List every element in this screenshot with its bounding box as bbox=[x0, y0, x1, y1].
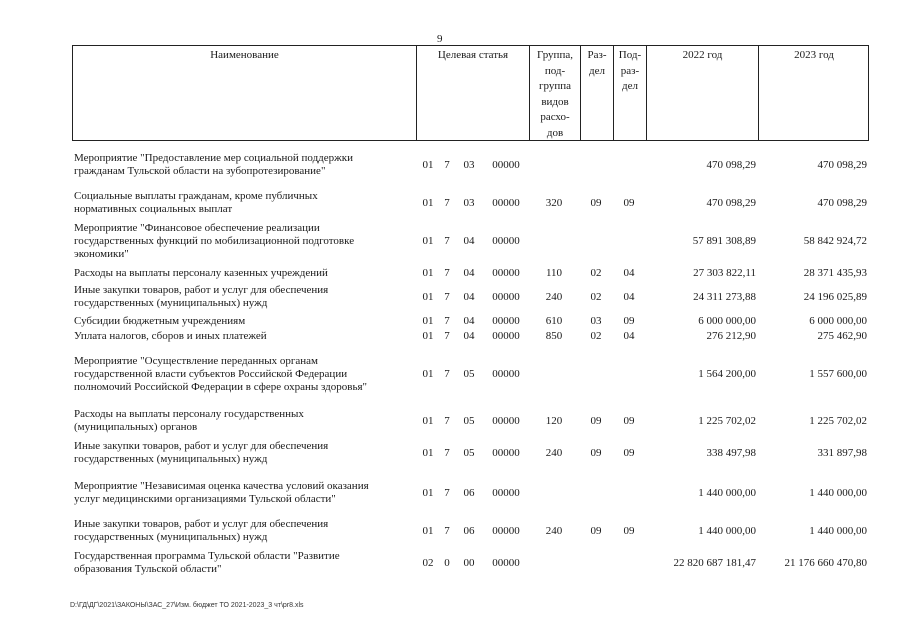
cell-c3: 04 bbox=[463, 330, 475, 342]
row-name-line: образования Тульской области" bbox=[74, 563, 222, 575]
cell-v2023: 1 557 600,00 bbox=[809, 368, 867, 380]
header-expense-group-line: группа bbox=[538, 80, 572, 92]
cell-v2022: 1 440 000,00 bbox=[698, 525, 756, 537]
cell-c4: 00000 bbox=[492, 525, 520, 537]
row-name-line: Уплата налогов, сборов и иных платежей bbox=[74, 330, 267, 342]
row-name bbox=[74, 284, 412, 310]
row-name bbox=[74, 408, 412, 434]
cell-c4: 00000 bbox=[492, 330, 520, 342]
cell-v2023: 6 000 000,00 bbox=[809, 315, 867, 327]
row-name-line: Расходы на выплаты персоналу казенных учреждений bbox=[74, 267, 328, 279]
cell-c1: 01 bbox=[422, 235, 434, 247]
cell-grp: 240 bbox=[545, 291, 563, 303]
row-name bbox=[74, 440, 412, 466]
cell-c3: 04 bbox=[463, 235, 475, 247]
table-header bbox=[72, 45, 869, 141]
cell-v2023: 331 897,98 bbox=[817, 447, 867, 459]
header-subsection bbox=[614, 48, 646, 95]
row-name-line: государственных (муниципальных) нужд bbox=[74, 453, 268, 465]
row-name-line: Иные закупки товаров, работ и услуг для обеспечения bbox=[74, 518, 329, 530]
header-expense-group bbox=[530, 48, 580, 141]
cell-v2023: 470 098,29 bbox=[817, 197, 867, 209]
row-name-line: гражданам Тульской области на зубопротезирование" bbox=[74, 165, 326, 177]
cell-c2: 7 bbox=[444, 291, 450, 303]
cell-c2: 7 bbox=[444, 525, 450, 537]
cell-v2023: 470 098,29 bbox=[817, 159, 867, 171]
cell-c2: 0 bbox=[444, 557, 450, 569]
cell-v2023: 1 440 000,00 bbox=[809, 525, 867, 537]
cell-c1: 01 bbox=[422, 368, 434, 380]
cell-grp: 610 bbox=[545, 315, 563, 327]
header-section bbox=[581, 48, 613, 79]
cell-v2022: 276 212,90 bbox=[706, 330, 756, 342]
row-name bbox=[74, 267, 412, 280]
cell-grp: 120 bbox=[545, 415, 563, 427]
row-name bbox=[74, 518, 412, 544]
cell-v2023: 28 371 435,93 bbox=[803, 267, 867, 279]
header-expense-group-line: расхо- bbox=[540, 111, 570, 123]
header-target-article: Целевая статья bbox=[437, 49, 509, 61]
row-name-line: Субсидии бюджетным учреждениям bbox=[74, 315, 246, 327]
cell-v2022: 1 225 702,02 bbox=[698, 415, 756, 427]
cell-c3: 03 bbox=[463, 197, 475, 209]
cell-sec: 02 bbox=[590, 267, 602, 279]
cell-c1: 01 bbox=[422, 487, 434, 499]
header-expense-group-line: видов bbox=[541, 95, 569, 108]
cell-c4: 00000 bbox=[492, 267, 520, 279]
cell-sub: 09 bbox=[623, 525, 635, 537]
row-name-line: государственных (муниципальных) нужд bbox=[74, 297, 268, 309]
cell-grp: 110 bbox=[545, 267, 563, 279]
cell-c2: 7 bbox=[444, 330, 450, 342]
cell-sub: 04 bbox=[623, 267, 635, 279]
header-section-line: дел bbox=[589, 64, 605, 77]
cell-grp: 320 bbox=[545, 197, 563, 209]
row-name-line: Иные закупки товаров, работ и услуг для обеспечения bbox=[74, 440, 329, 452]
row-name-line: (муниципальных) органов bbox=[74, 421, 198, 433]
cell-c1: 02 bbox=[422, 557, 434, 569]
row-name-line: Социальные выплаты гражданам, кроме публичных bbox=[74, 190, 318, 202]
page-number: 9 bbox=[437, 33, 443, 45]
cell-c3: 04 bbox=[463, 267, 475, 279]
header-expense-group-line: Группа, bbox=[537, 49, 573, 61]
row-name bbox=[74, 315, 412, 328]
row-name-line: Расходы на выплаты персоналу государственных bbox=[74, 408, 304, 420]
cell-c1: 01 bbox=[422, 267, 434, 279]
cell-c2: 7 bbox=[444, 368, 450, 380]
row-name-line: Мероприятие "Осуществление переданных органам bbox=[74, 355, 319, 367]
cell-sub: 04 bbox=[623, 291, 635, 303]
cell-c4: 00000 bbox=[492, 368, 520, 380]
cell-c4: 00000 bbox=[492, 315, 520, 327]
row-name-line: Мероприятие "Финансовое обеспечение реализации bbox=[74, 222, 320, 234]
row-name bbox=[74, 190, 412, 216]
cell-sub: 04 bbox=[623, 330, 635, 342]
cell-c3: 06 bbox=[463, 487, 475, 499]
cell-sec: 02 bbox=[590, 291, 602, 303]
cell-c4: 00000 bbox=[492, 557, 520, 569]
cell-grp: 850 bbox=[545, 330, 563, 342]
cell-c3: 05 bbox=[463, 368, 475, 380]
cell-v2022: 57 891 308,89 bbox=[692, 235, 756, 247]
row-name-line: государственной власти субъектов Российской Федерации bbox=[74, 368, 348, 380]
cell-c3: 03 bbox=[463, 159, 475, 171]
cell-v2022: 27 303 822,11 bbox=[693, 267, 756, 279]
row-name bbox=[74, 222, 412, 261]
cell-v2022: 1 564 200,00 bbox=[698, 368, 756, 380]
cell-v2022: 6 000 000,00 bbox=[698, 315, 756, 327]
cell-v2022: 470 098,29 bbox=[706, 197, 756, 209]
cell-v2022: 1 440 000,00 bbox=[698, 487, 756, 499]
cell-grp: 240 bbox=[545, 447, 563, 459]
cell-v2022: 24 311 273,88 bbox=[693, 291, 756, 303]
cell-sub: 09 bbox=[623, 415, 635, 427]
cell-c3: 04 bbox=[463, 315, 475, 327]
header-name: Наименование bbox=[210, 49, 279, 61]
row-name-line: государственных функций по мобилизационной подготовке bbox=[74, 235, 355, 247]
cell-c3: 05 bbox=[463, 415, 475, 427]
row-name bbox=[74, 550, 412, 576]
cell-v2023: 24 196 025,89 bbox=[803, 291, 867, 303]
cell-c1: 01 bbox=[422, 197, 434, 209]
cell-sec: 09 bbox=[590, 415, 602, 427]
row-name-line: услуг медицинскими организациями Тульской области" bbox=[74, 493, 336, 505]
cell-c2: 7 bbox=[444, 267, 450, 279]
row-name-line: Мероприятие "Независимая оценка качества условий оказания bbox=[74, 480, 369, 492]
cell-c4: 00000 bbox=[492, 159, 520, 171]
cell-sec: 09 bbox=[590, 525, 602, 537]
header-year-2023: 2023 год bbox=[794, 49, 834, 61]
cell-c3: 00 bbox=[463, 557, 475, 569]
row-name-line: Государственная программа Тульской области "Развитие bbox=[74, 550, 340, 562]
row-name bbox=[74, 355, 412, 394]
cell-v2022: 22 820 687 181,47 bbox=[673, 557, 756, 569]
row-name bbox=[74, 330, 412, 343]
cell-c2: 7 bbox=[444, 159, 450, 171]
cell-c2: 7 bbox=[444, 197, 450, 209]
header-expense-group-line: дов bbox=[546, 126, 564, 139]
cell-sec: 02 bbox=[590, 330, 602, 342]
header-subsection-line: Под- bbox=[618, 49, 642, 61]
cell-c1: 01 bbox=[422, 291, 434, 303]
cell-c2: 7 bbox=[444, 487, 450, 499]
cell-c1: 01 bbox=[422, 415, 434, 427]
cell-c2: 7 bbox=[444, 447, 450, 459]
cell-c4: 00000 bbox=[492, 415, 520, 427]
cell-sec: 03 bbox=[590, 315, 602, 327]
header-subsection-line: раз- bbox=[620, 64, 640, 77]
header-year-2022: 2022 год bbox=[682, 49, 723, 61]
row-name-line: Мероприятие "Предоставление мер социальной поддержки bbox=[74, 152, 353, 164]
cell-c4: 00000 bbox=[492, 197, 520, 209]
cell-c4: 00000 bbox=[492, 487, 520, 499]
cell-sub: 09 bbox=[623, 447, 635, 459]
row-name-line: нормативных социальных выплат bbox=[74, 203, 233, 215]
row-name-line: экономики" bbox=[74, 248, 129, 260]
header-subsection-line: дел bbox=[622, 80, 638, 92]
cell-c1: 01 bbox=[422, 447, 434, 459]
cell-c1: 01 bbox=[422, 315, 434, 327]
cell-sub: 09 bbox=[623, 315, 635, 327]
cell-c4: 00000 bbox=[492, 447, 520, 459]
cell-sec: 09 bbox=[590, 447, 602, 459]
cell-grp: 240 bbox=[545, 525, 563, 537]
cell-c1: 01 bbox=[422, 330, 434, 342]
cell-sub: 09 bbox=[623, 197, 635, 209]
cell-v2023: 21 176 660 470,80 bbox=[784, 557, 867, 569]
row-name-line: Иные закупки товаров, работ и услуг для обеспечения bbox=[74, 284, 329, 296]
cell-c1: 01 bbox=[422, 525, 434, 537]
header-expense-group-line: под- bbox=[544, 64, 566, 77]
file-path-footer: D:\ГД\ДГ\2021\ЗАКОНЫ\ЗАС_27\Изм. бюджет ТО 2021-2023_3 чт\pr8.xls bbox=[70, 602, 304, 609]
cell-c3: 04 bbox=[463, 291, 475, 303]
cell-v2022: 470 098,29 bbox=[706, 159, 756, 171]
cell-c2: 7 bbox=[444, 315, 450, 327]
cell-v2022: 338 497,98 bbox=[706, 447, 756, 459]
cell-c2: 7 bbox=[444, 415, 450, 427]
cell-v2023: 58 842 924,72 bbox=[803, 235, 867, 247]
row-name-line: государственных (муниципальных) нужд bbox=[74, 531, 268, 543]
cell-c1: 01 bbox=[422, 159, 434, 171]
cell-v2023: 275 462,90 bbox=[817, 330, 867, 342]
row-name-line: полномочий Российской Федерации в сфере охраны здоровья" bbox=[74, 381, 368, 393]
header-section-line: Раз- bbox=[587, 49, 607, 61]
cell-c3: 06 bbox=[463, 525, 475, 537]
row-name bbox=[74, 480, 412, 506]
row-name bbox=[74, 152, 412, 178]
cell-v2023: 1 440 000,00 bbox=[809, 487, 867, 499]
cell-c3: 05 bbox=[463, 447, 475, 459]
cell-v2023: 1 225 702,02 bbox=[809, 415, 867, 427]
cell-c4: 00000 bbox=[492, 291, 520, 303]
cell-c4: 00000 bbox=[492, 235, 520, 247]
cell-sec: 09 bbox=[590, 197, 602, 209]
cell-c2: 7 bbox=[444, 235, 450, 247]
